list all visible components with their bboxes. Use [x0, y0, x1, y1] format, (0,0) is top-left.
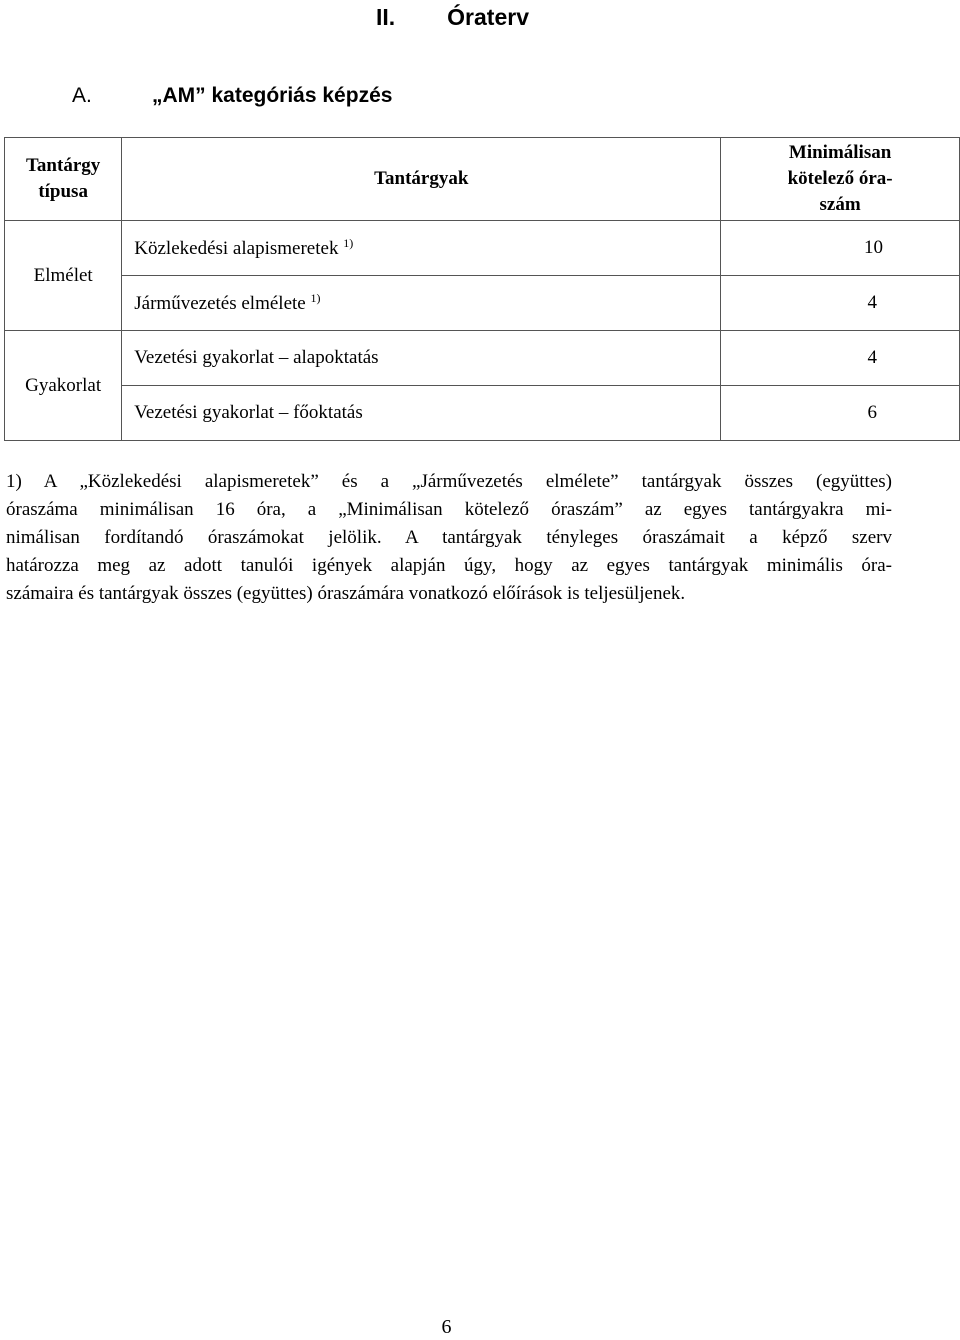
subject-cell	[122, 386, 721, 441]
footnote-line: határozza meg az adott tanulói igények alapján úgy, hogy az egyes tantárgyak minimális óra-	[6, 555, 892, 576]
group-type-practice: Gyakorlat	[5, 331, 122, 441]
table-row	[5, 386, 960, 441]
footnote-line: számaira és tantárgyak összes (együttes) óraszámára vonatkozó előírások is teljesüljenek.	[6, 583, 686, 604]
hours-cell: 10	[721, 221, 960, 276]
header-hours-line3: szám	[819, 194, 861, 215]
section-title: „AM” kategóriás képzés	[152, 84, 393, 107]
subject-cell	[122, 221, 721, 276]
chapter-number: II.	[376, 4, 396, 30]
header-hours-line2: kötelező óra-	[787, 168, 893, 189]
page-title	[0, 4, 905, 31]
subject-name: Járművezetés elmélete	[134, 293, 306, 314]
header-type-line2: típusa	[38, 181, 88, 202]
subject-cell	[122, 276, 721, 331]
lesson-plan-table	[4, 137, 960, 441]
header-subjects: Tantárgyak	[122, 138, 721, 221]
table-header-row	[5, 138, 960, 221]
page-number: 6	[441, 1316, 452, 1338]
group-type-theory: Elmélet	[5, 221, 122, 331]
table-row	[5, 276, 960, 331]
header-subject-type	[5, 138, 122, 221]
section-letter: A.	[72, 84, 92, 107]
footnote-ref: 1)	[343, 236, 354, 250]
table-row	[5, 331, 960, 386]
header-min-hours	[721, 138, 960, 221]
section-heading	[72, 84, 392, 108]
subject-name: Közlekedési alapismeretek	[134, 238, 339, 259]
chapter-title: Óraterv	[447, 4, 529, 30]
footnote	[6, 468, 892, 608]
footnote-line: 1) A „Közlekedési alapismeretek” és a „Járművezetés elmélete” tantárgyak összes (együttes)	[6, 471, 892, 492]
footnote-line: óraszáma minimálisan 16 óra, a „Minimálisan kötelező óraszám” az egyes tantárgyakra mi-	[6, 499, 892, 520]
footnote-ref: 1)	[310, 291, 321, 305]
header-hours-line1: Minimálisan	[788, 142, 892, 163]
hours-cell: 6	[721, 386, 960, 441]
header-type-line1: Tantárgy	[26, 155, 101, 176]
subject-name: Vezetési gyakorlat – főoktatás	[134, 402, 363, 423]
subject-name: Vezetési gyakorlat – alapoktatás	[134, 347, 379, 368]
hours-cell: 4	[721, 276, 960, 331]
hours-cell: 4	[721, 331, 960, 386]
table-row	[5, 221, 960, 276]
footnote-line: nimálisan fordítandó óraszámokat jelölik. A tantárgyak tényleges óraszámait a képző szerv	[6, 527, 892, 548]
subject-cell	[122, 331, 721, 386]
